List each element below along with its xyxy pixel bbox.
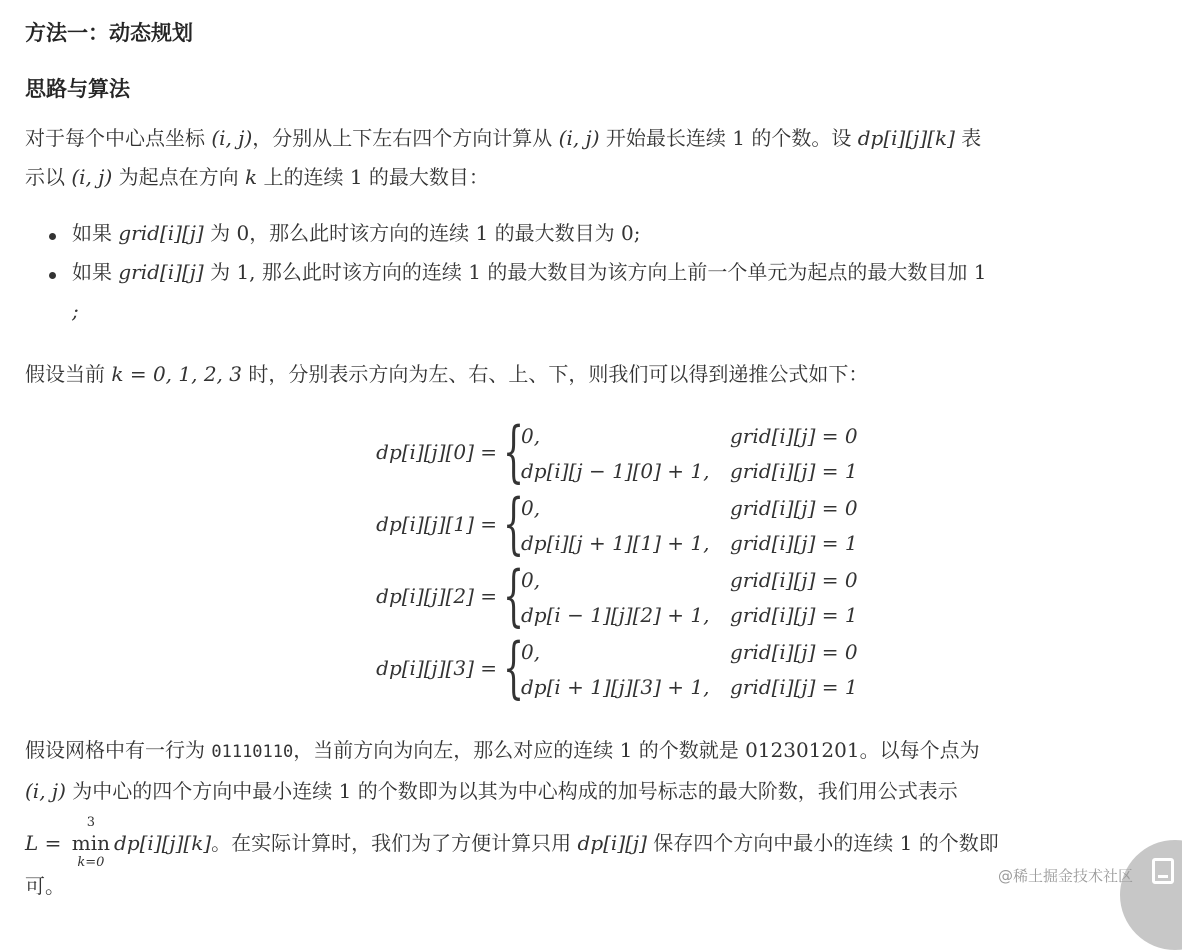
- bullet-dot: [49, 233, 56, 240]
- assume-paragraph: 假设当前 k = 0, 1, 2, 3 时，分别表示方向为左、右、上、下，则我们可以得到递推公式如下：: [25, 362, 869, 386]
- list-item: 如果 grid[i][j] 为 0，那么此时该方向的连续 1 的最大数目为 0;: [72, 221, 641, 245]
- outro-line-4: 可。: [25, 874, 65, 898]
- outro-line-1: 假设网格中有一行为 01110110，当前方向为向左，那么对应的连续 1 的个数就是 012301201。以每个点为: [25, 738, 980, 762]
- outro-line-3: L = 3 min k=0 dp[i][j][k]。在实际计算时，我们为了方便计算只用 dp[i][j] 保存四个方向中最小的连续 1 的个数即: [25, 815, 999, 870]
- equation-3: dp[i][j][3] = { 0, grid[i][j] = 0 dp[i + 1][j][3] + 1, grid[i][j] = 1: [376, 629, 858, 706]
- corner-button[interactable]: [1120, 840, 1182, 950]
- inline-code: 01110110: [211, 742, 294, 762]
- equation-0: dp[i][j][0] = { 0, grid[i][j] = 0 dp[i][j − 1][0] + 1, grid[i][j] = 1: [376, 413, 858, 490]
- left-brace: {: [503, 485, 524, 562]
- intro-line-1: 对于每个中心点坐标 (i, j)，分别从上下左右四个方向计算从 (i, j) 开始最长连续 1 的个数。设 dp[i][j][k] 表: [25, 126, 982, 150]
- watermark: @稀土掘金技术社区: [998, 867, 1134, 885]
- intro-line-2: 示以 (i, j) 为起点在方向 k 上的连续 1 的最大数目：: [25, 165, 489, 189]
- left-brace: {: [503, 413, 524, 490]
- left-brace: {: [503, 629, 524, 706]
- left-brace: {: [503, 557, 524, 634]
- bullet-dot: [49, 272, 56, 279]
- list-item: 如果 grid[i][j] 为 1, 那么此时该方向的连续 1 的最大数目为该方向上前一个单元为起点的最大数目加 1: [72, 260, 987, 284]
- equation-1: dp[i][j][1] = { 0, grid[i][j] = 0 dp[i][j + 1][1] + 1, grid[i][j] = 1: [376, 485, 858, 562]
- min-operator: 3 min k=0: [71, 815, 111, 870]
- reader-icon[interactable]: [1152, 858, 1174, 884]
- idea-heading: 思路与算法: [25, 77, 130, 101]
- list-item-wrap: ;: [72, 299, 79, 323]
- equation-2: dp[i][j][2] = { 0, grid[i][j] = 0 dp[i − 1][j][2] + 1, grid[i][j] = 1: [376, 557, 858, 634]
- method-heading: 方法一：动态规划: [25, 21, 193, 45]
- outro-line-2: (i, j) 为中心的四个方向中最小连续 1 的个数即为以其为中心构成的加号标志的最大阶数，我们用公式表示: [25, 779, 958, 803]
